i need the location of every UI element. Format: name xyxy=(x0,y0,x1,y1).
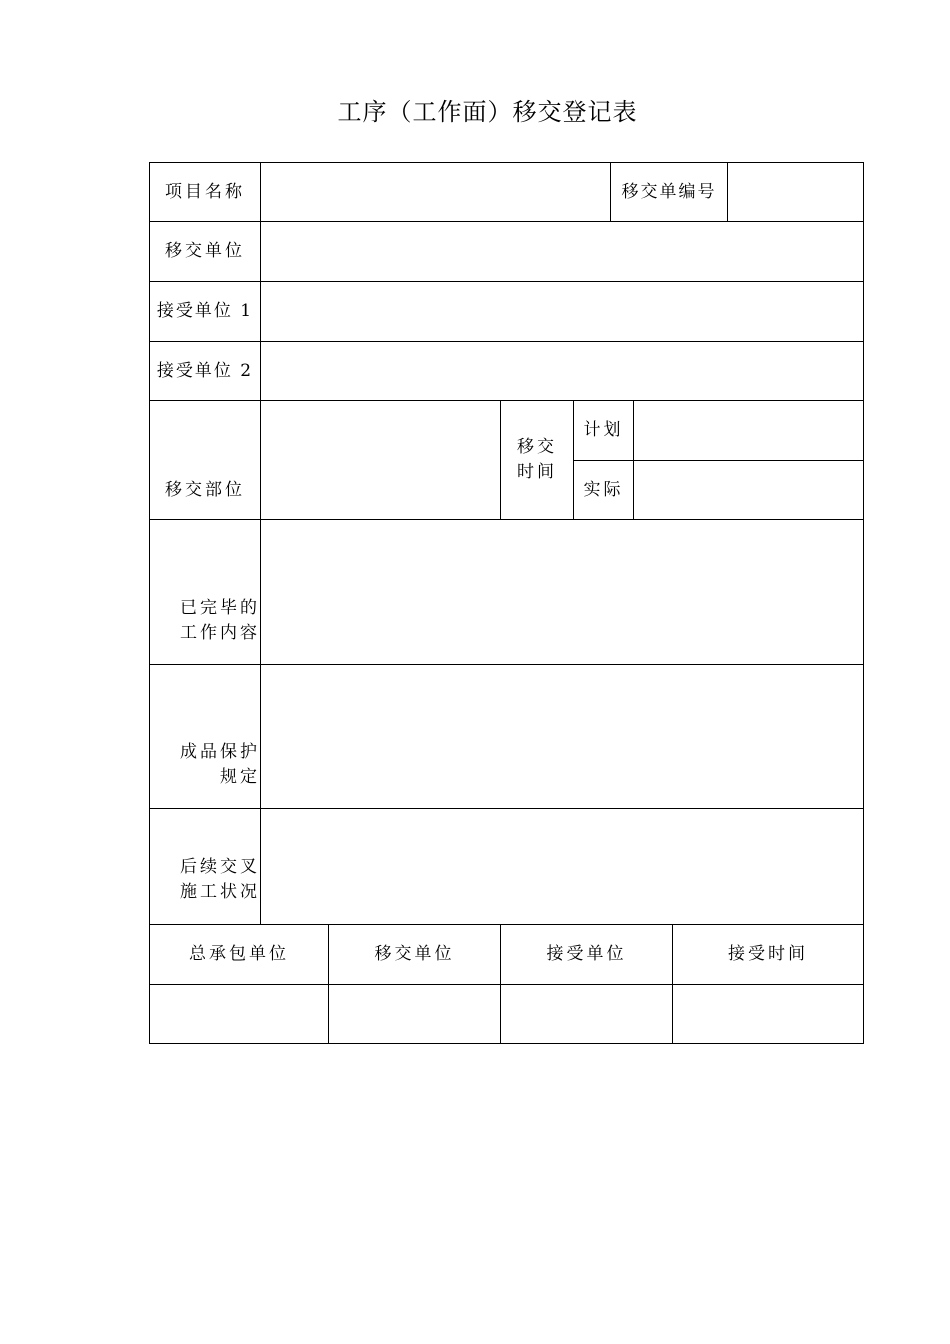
transfer-number-label: 移交单编号 xyxy=(621,181,717,202)
handover-time-line-1: 移交 xyxy=(517,437,557,457)
planned-time-field[interactable] xyxy=(634,401,863,460)
actual-label: 实际 xyxy=(583,479,624,500)
product-protection-line-2: 规定 xyxy=(220,767,260,787)
project-name-label: 项目名称 xyxy=(165,181,245,202)
follow-up-label xyxy=(150,809,260,924)
completed-work-label xyxy=(150,520,260,664)
receiving-unit-1-field[interactable] xyxy=(261,282,863,341)
completed-work-line-1: 已完毕的 xyxy=(180,598,260,618)
receiving-unit-signature-field[interactable] xyxy=(501,985,672,1043)
handover-unit-signature-field[interactable] xyxy=(329,985,500,1043)
receiving-unit-2-field[interactable] xyxy=(261,342,863,400)
handover-unit-field[interactable] xyxy=(261,222,863,281)
actual-time-field[interactable] xyxy=(634,461,863,519)
receiving-unit-2-label: 接受单位 2 xyxy=(156,360,254,381)
handover-time-line-2: 时间 xyxy=(517,462,557,482)
handover-time-label xyxy=(501,401,573,519)
handover-part-label: 移交部位 xyxy=(165,480,245,500)
receiving-unit-1-label: 接受单位 1 xyxy=(156,301,254,321)
product-protection-field[interactable] xyxy=(261,665,863,808)
completed-work-line-2: 工作内容 xyxy=(180,623,260,643)
planned-label: 计划 xyxy=(583,420,624,440)
product-protection-label xyxy=(150,665,260,808)
handover-part-field[interactable] xyxy=(261,401,500,519)
receiving-unit-header: 接受单位 xyxy=(546,944,627,964)
project-name-field[interactable] xyxy=(261,163,610,221)
handover-unit-header: 移交单位 xyxy=(374,944,455,964)
product-protection-line-1: 成品保护 xyxy=(180,742,260,762)
transfer-number-field[interactable] xyxy=(728,163,863,221)
general-contractor-signature-field[interactable] xyxy=(150,985,328,1043)
general-contractor-header: 总承包单位 xyxy=(189,944,289,964)
follow-up-field[interactable] xyxy=(261,809,863,924)
follow-up-line-2: 施工状况 xyxy=(180,882,260,902)
receiving-time-header: 接受时间 xyxy=(728,944,808,964)
form-title: 工序（工作面）移交登记表 xyxy=(337,98,638,126)
completed-work-field[interactable] xyxy=(261,520,863,664)
receiving-time-field[interactable] xyxy=(673,985,863,1043)
handover-unit-label: 移交单位 xyxy=(165,241,245,261)
follow-up-line-1: 后续交叉 xyxy=(180,857,260,877)
